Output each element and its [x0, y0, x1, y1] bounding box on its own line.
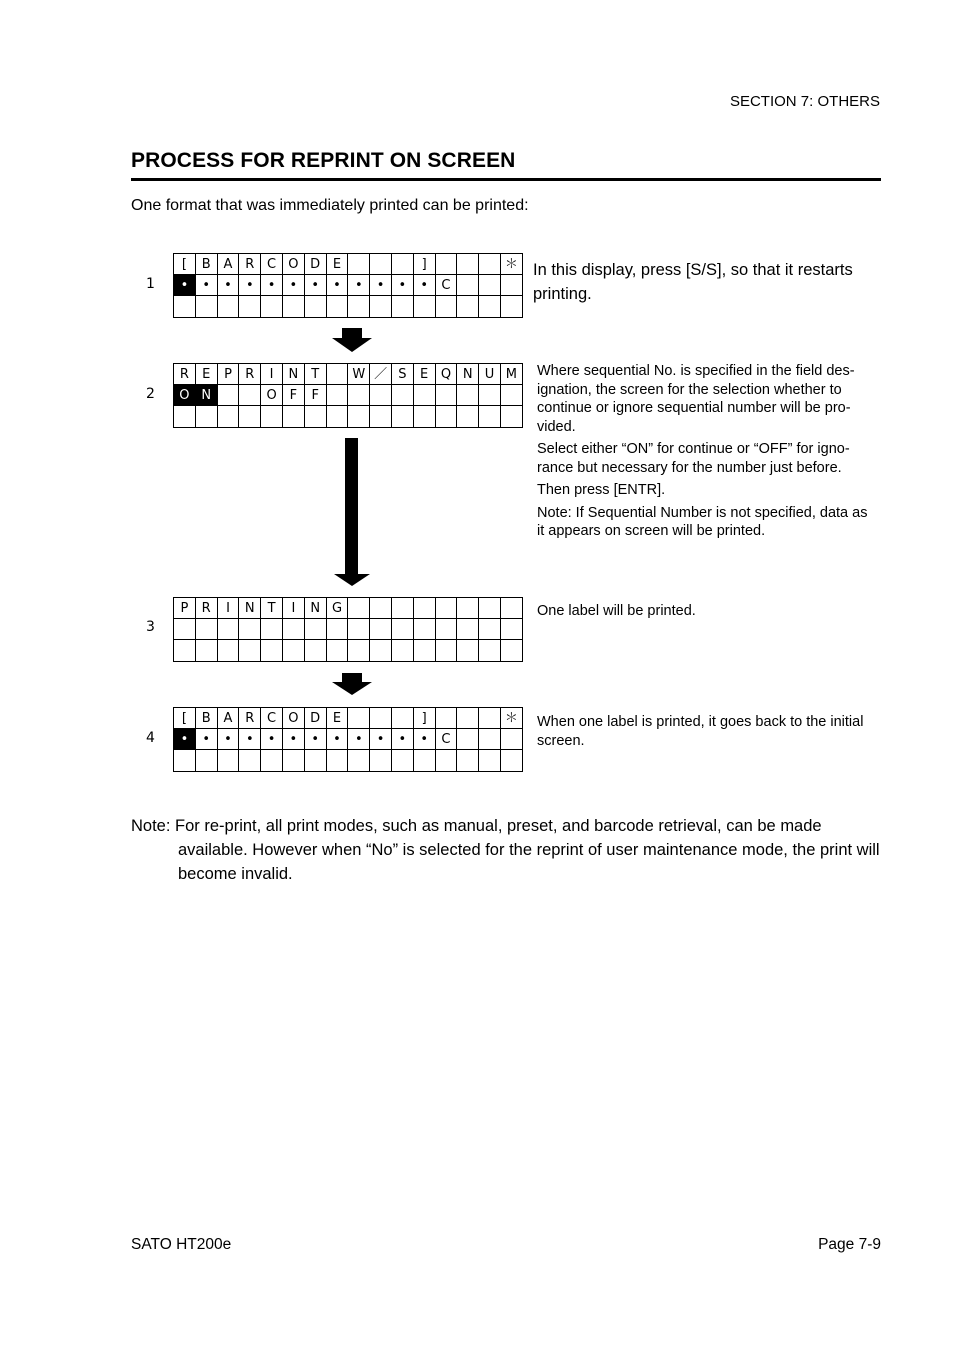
- lcd-cell: [239, 619, 261, 640]
- lcd-cell: I: [217, 598, 239, 619]
- lcd-cell: N: [195, 385, 217, 406]
- lcd-cell: [326, 619, 348, 640]
- lcd-cell: [435, 619, 457, 640]
- lcd-cell: [261, 296, 283, 317]
- lcd-cell: C: [261, 254, 283, 275]
- lcd-cell: [413, 385, 435, 406]
- lcd-cell: [217, 750, 239, 771]
- step-2-description: [537, 362, 877, 545]
- lcd-cell: ＊: [500, 708, 522, 729]
- lcd-cell: [457, 729, 479, 750]
- lcd-cell: [479, 406, 501, 427]
- lcd-cell: •: [391, 275, 413, 296]
- lcd-cell: [282, 750, 304, 771]
- step-number-3: 3: [146, 619, 155, 635]
- lcd-cell: [304, 296, 326, 317]
- lcd-cell: [500, 750, 522, 771]
- lcd-cell: C: [435, 275, 457, 296]
- description-paragraph: Note: If Sequential Number is not specified, data as it appears on screen will be printed.: [537, 504, 868, 539]
- lcd-cell: [370, 750, 392, 771]
- lcd-cell: [217, 619, 239, 640]
- lcd-cell: [282, 640, 304, 661]
- step-number-4: 4: [146, 730, 155, 746]
- lcd-cell: ／: [370, 364, 392, 385]
- lcd-cell: [239, 296, 261, 317]
- lcd-row: [174, 385, 523, 406]
- intro-text: One format that was immediately printed can be printed:: [131, 197, 529, 214]
- lcd-display-step-2: [173, 363, 523, 428]
- lcd-cell: P: [217, 364, 239, 385]
- lcd-cell: [304, 406, 326, 427]
- footer-page-number: Page 7-9: [818, 1236, 881, 1253]
- lcd-cell: [217, 296, 239, 317]
- lcd-cell: [304, 750, 326, 771]
- lcd-cell: R: [174, 364, 196, 385]
- lcd-cell: [391, 296, 413, 317]
- lcd-cell: [391, 619, 413, 640]
- lcd-display-step-1: [173, 253, 523, 318]
- lcd-cell: [174, 640, 196, 661]
- lcd-cell: [195, 619, 217, 640]
- lcd-cell: [479, 598, 501, 619]
- lcd-cell: [370, 708, 392, 729]
- lcd-cell: [413, 640, 435, 661]
- lcd-cell: [348, 385, 370, 406]
- lcd-cell: C: [435, 729, 457, 750]
- lcd-row: [174, 296, 523, 317]
- lcd-cell: [435, 708, 457, 729]
- lcd-cell: D: [304, 708, 326, 729]
- lcd-cell: •: [304, 275, 326, 296]
- reprint-note: [131, 814, 881, 886]
- lcd-cell: O: [261, 385, 283, 406]
- lcd-cell: [435, 640, 457, 661]
- lcd-cell: W: [348, 364, 370, 385]
- lcd-cell: •: [326, 275, 348, 296]
- lcd-cell: [500, 385, 522, 406]
- lcd-cell: [348, 254, 370, 275]
- lcd-cell: A: [217, 254, 239, 275]
- lcd-cell: [500, 296, 522, 317]
- lcd-cell: [282, 619, 304, 640]
- lcd-cell: E: [195, 364, 217, 385]
- lcd-cell: [217, 406, 239, 427]
- lcd-cell: [370, 406, 392, 427]
- lcd-cell: [500, 729, 522, 750]
- lcd-cell: •: [195, 729, 217, 750]
- lcd-cell: [457, 640, 479, 661]
- note-first-line: Note: For re-print, all print modes, such as manual, preset, and barcode retrieval, can be made: [131, 817, 822, 835]
- lcd-cell: [348, 750, 370, 771]
- lcd-cell: [326, 750, 348, 771]
- lcd-cell: [457, 750, 479, 771]
- lcd-cell: [500, 275, 522, 296]
- lcd-cell: •: [282, 275, 304, 296]
- lcd-cell: [370, 598, 392, 619]
- lcd-cell: [: [174, 254, 196, 275]
- lcd-cell: [370, 296, 392, 317]
- lcd-cell: [479, 385, 501, 406]
- lcd-row: [174, 406, 523, 427]
- lcd-cell: R: [239, 364, 261, 385]
- lcd-cell: [479, 750, 501, 771]
- lcd-cell: •: [370, 275, 392, 296]
- title-divider: [131, 178, 881, 181]
- lcd-display-step-3: [173, 597, 523, 662]
- lcd-cell: [326, 406, 348, 427]
- lcd-cell: [435, 385, 457, 406]
- lcd-cell: R: [239, 708, 261, 729]
- step-number-2: 2: [146, 386, 155, 402]
- lcd-cell: I: [261, 364, 283, 385]
- lcd-cell: [174, 296, 196, 317]
- lcd-cell: [304, 640, 326, 661]
- lcd-cell: [457, 619, 479, 640]
- lcd-cell: •: [239, 729, 261, 750]
- lcd-cell: [413, 619, 435, 640]
- lcd-cell: [391, 750, 413, 771]
- lcd-cell: •: [413, 275, 435, 296]
- long-down-arrow-icon: [330, 438, 374, 588]
- lcd-cell: B: [195, 254, 217, 275]
- lcd-cell: Q: [435, 364, 457, 385]
- lcd-cell: [326, 640, 348, 661]
- lcd-cell: [500, 598, 522, 619]
- lcd-cell: •: [217, 729, 239, 750]
- lcd-cell: [413, 296, 435, 317]
- lcd-cell: •: [261, 729, 283, 750]
- lcd-cell: [217, 640, 239, 661]
- lcd-cell: [239, 406, 261, 427]
- lcd-cell: T: [304, 364, 326, 385]
- lcd-cell: G: [326, 598, 348, 619]
- lcd-cell: [282, 406, 304, 427]
- lcd-cell: [457, 708, 479, 729]
- lcd-cell: [348, 640, 370, 661]
- lcd-cell: [348, 406, 370, 427]
- lcd-cell: [174, 619, 196, 640]
- lcd-cell: •: [370, 729, 392, 750]
- lcd-row: [174, 598, 523, 619]
- lcd-cell: N: [239, 598, 261, 619]
- lcd-cell: [457, 296, 479, 317]
- description-paragraph: Where sequential No. is specified in the field des-ignation, the screen for the selection whether to continue or ignore sequential number will be pro-vided.: [537, 363, 855, 435]
- lcd-cell: [391, 640, 413, 661]
- lcd-cell: •: [174, 275, 196, 296]
- lcd-cell: T: [261, 598, 283, 619]
- lcd-cell: [435, 750, 457, 771]
- lcd-cell: [195, 640, 217, 661]
- lcd-cell: [479, 254, 501, 275]
- lcd-cell: D: [304, 254, 326, 275]
- lcd-cell: [391, 598, 413, 619]
- step-1-description: [533, 258, 883, 306]
- lcd-cell: [435, 598, 457, 619]
- lcd-cell: S: [391, 364, 413, 385]
- lcd-cell: [195, 406, 217, 427]
- lcd-cell: [348, 619, 370, 640]
- lcd-cell: •: [195, 275, 217, 296]
- lcd-cell: [348, 598, 370, 619]
- lcd-cell: [261, 750, 283, 771]
- footer-product: SATO HT200e: [131, 1236, 232, 1253]
- lcd-cell: [348, 296, 370, 317]
- lcd-cell: N: [282, 364, 304, 385]
- lcd-row: [174, 708, 523, 729]
- lcd-cell: O: [282, 254, 304, 275]
- lcd-cell: R: [195, 598, 217, 619]
- lcd-cell: •: [413, 729, 435, 750]
- lcd-cell: [500, 406, 522, 427]
- lcd-cell: [413, 598, 435, 619]
- down-arrow-icon: [330, 328, 374, 354]
- description-paragraph: Then press [ENTR].: [537, 482, 666, 498]
- lcd-cell: N: [457, 364, 479, 385]
- lcd-cell: O: [282, 708, 304, 729]
- lcd-cell: [435, 254, 457, 275]
- lcd-cell: [479, 729, 501, 750]
- lcd-cell: •: [348, 729, 370, 750]
- description-paragraph: In this display, press [S/S], so that it restarts printing.: [533, 261, 853, 303]
- lcd-cell: •: [326, 729, 348, 750]
- lcd-cell: ＊: [500, 254, 522, 275]
- lcd-cell: [479, 619, 501, 640]
- lcd-cell: [435, 406, 457, 427]
- lcd-cell: [391, 406, 413, 427]
- lcd-cell: [457, 598, 479, 619]
- description-paragraph: Select either “ON” for continue or “OFF” for igno-rance but necessary for the number just before.: [537, 441, 850, 476]
- lcd-cell: [479, 275, 501, 296]
- lcd-cell: [326, 296, 348, 317]
- step-number-1: 1: [146, 276, 155, 292]
- lcd-cell: [348, 708, 370, 729]
- lcd-cell: [391, 708, 413, 729]
- note-continuation: available. However when “No” is selected for the reprint of user maintenance mode, the print will become invalid.: [178, 841, 880, 883]
- lcd-cell: N: [304, 598, 326, 619]
- lcd-cell: B: [195, 708, 217, 729]
- lcd-cell: [174, 750, 196, 771]
- lcd-row: [174, 364, 523, 385]
- down-arrow-icon: [330, 673, 374, 697]
- lcd-row: [174, 729, 523, 750]
- lcd-cell: [457, 254, 479, 275]
- lcd-cell: •: [261, 275, 283, 296]
- lcd-cell: F: [282, 385, 304, 406]
- lcd-cell: [457, 385, 479, 406]
- lcd-cell: [195, 750, 217, 771]
- step-4-description: [537, 713, 877, 754]
- lcd-cell: [195, 296, 217, 317]
- lcd-cell: I: [282, 598, 304, 619]
- lcd-cell: [435, 296, 457, 317]
- lcd-cell: •: [217, 275, 239, 296]
- lcd-display-step-4: [173, 707, 523, 772]
- lcd-cell: F: [304, 385, 326, 406]
- lcd-cell: [457, 275, 479, 296]
- lcd-cell: E: [413, 364, 435, 385]
- lcd-row: [174, 619, 523, 640]
- lcd-cell: •: [304, 729, 326, 750]
- lcd-cell: [370, 619, 392, 640]
- description-paragraph: One label will be printed.: [537, 603, 696, 619]
- lcd-row: [174, 750, 523, 771]
- section-header: SECTION 7: OTHERS: [729, 93, 880, 110]
- page-title: PROCESS FOR REPRINT ON SCREEN: [131, 149, 516, 172]
- lcd-cell: [391, 254, 413, 275]
- lcd-cell: [239, 640, 261, 661]
- lcd-cell: [261, 640, 283, 661]
- lcd-cell: [413, 750, 435, 771]
- lcd-cell: •: [239, 275, 261, 296]
- lcd-row: [174, 640, 523, 661]
- lcd-cell: [500, 619, 522, 640]
- lcd-cell: •: [391, 729, 413, 750]
- lcd-cell: E: [326, 254, 348, 275]
- lcd-cell: [413, 406, 435, 427]
- lcd-cell: [: [174, 708, 196, 729]
- lcd-cell: C: [261, 708, 283, 729]
- lcd-cell: [261, 406, 283, 427]
- lcd-cell: [370, 640, 392, 661]
- lcd-cell: [479, 640, 501, 661]
- lcd-cell: ]: [413, 254, 435, 275]
- lcd-cell: [479, 296, 501, 317]
- lcd-cell: R: [239, 254, 261, 275]
- lcd-cell: M: [500, 364, 522, 385]
- lcd-cell: [479, 708, 501, 729]
- lcd-cell: [261, 619, 283, 640]
- lcd-cell: [326, 364, 348, 385]
- lcd-cell: •: [174, 729, 196, 750]
- lcd-cell: [239, 385, 261, 406]
- step-3-description: [537, 602, 877, 625]
- lcd-cell: [500, 640, 522, 661]
- description-paragraph: When one label is printed, it goes back to the initial screen.: [537, 714, 864, 749]
- lcd-cell: •: [348, 275, 370, 296]
- lcd-cell: [304, 619, 326, 640]
- lcd-cell: E: [326, 708, 348, 729]
- lcd-cell: [217, 385, 239, 406]
- lcd-cell: O: [174, 385, 196, 406]
- lcd-cell: [370, 254, 392, 275]
- lcd-cell: [326, 385, 348, 406]
- lcd-cell: [174, 406, 196, 427]
- lcd-cell: [457, 406, 479, 427]
- lcd-cell: ]: [413, 708, 435, 729]
- lcd-cell: [239, 750, 261, 771]
- lcd-cell: A: [217, 708, 239, 729]
- lcd-cell: [370, 385, 392, 406]
- lcd-row: [174, 254, 523, 275]
- lcd-cell: [282, 296, 304, 317]
- lcd-cell: P: [174, 598, 196, 619]
- lcd-cell: U: [479, 364, 501, 385]
- lcd-cell: •: [282, 729, 304, 750]
- lcd-cell: [391, 385, 413, 406]
- lcd-row: [174, 275, 523, 296]
